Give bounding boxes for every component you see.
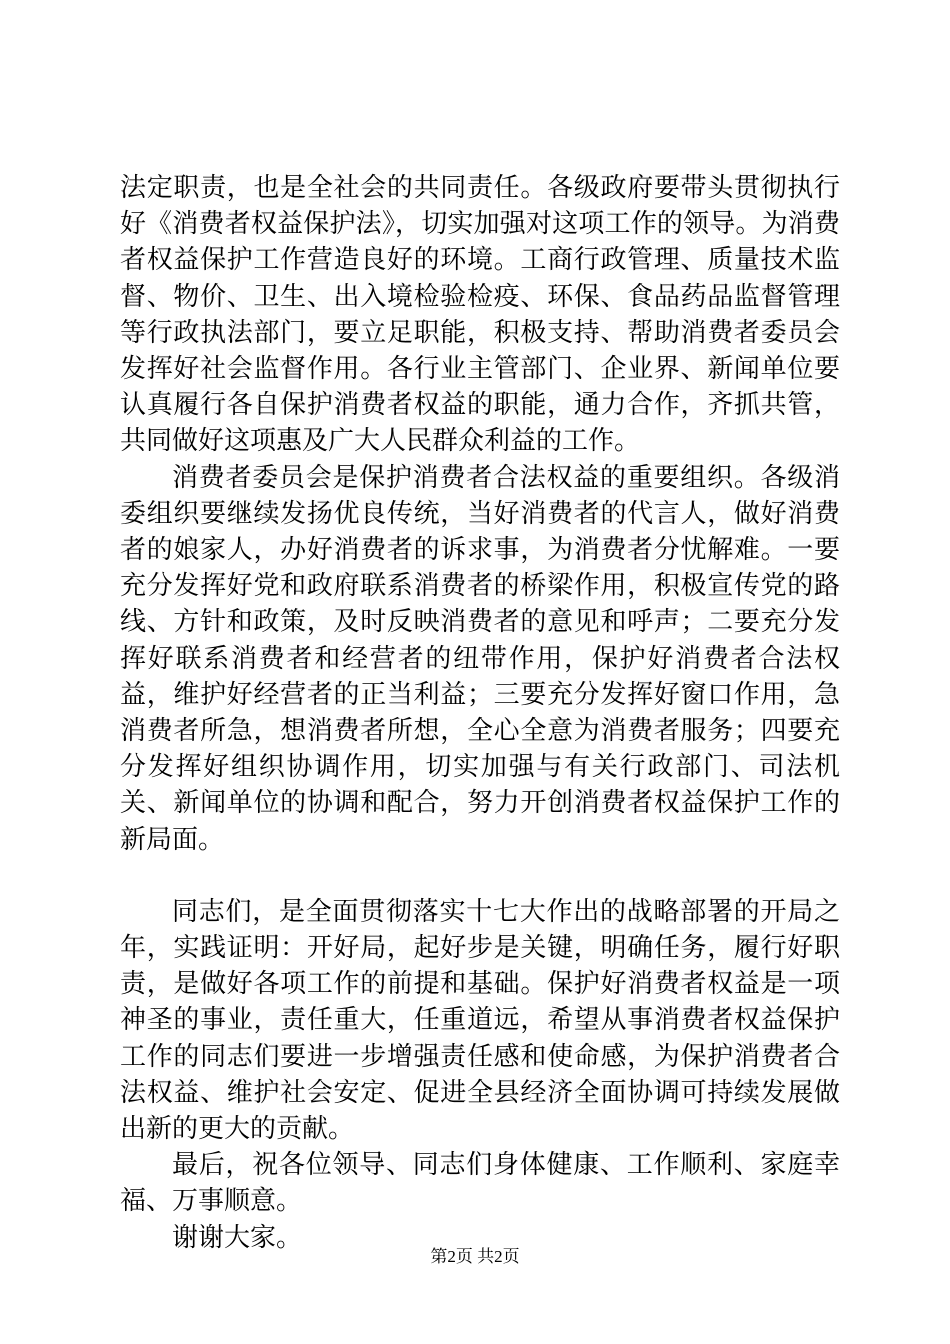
page-number-footer: 第2页 共2页 (430, 1247, 520, 1266)
document-body (120, 170, 840, 1256)
paragraph-continuation: 法定职责，也是全社会的共同责任。各级政府要带头贯彻执行好《消费者权益保护法》，切实加强对这项工作的领导。为消费者权益保护工作营造良好的环境。工商行政管理、质量技术监督、物价、卫生、出入境检验检疫、环保、食品药品监督管理等行政执法部门，要立足职能，积极支持、帮助消费者委员会发挥好社会监督作用。各行业主管部门、企业界、新闻单位要认真履行各自保护消费者权益的职能，通力合作，齐抓共管，共同做好这项惠及广大人民群众利益的工作。 (120, 173, 840, 457)
paragraph-consumer-committee: 消费者委员会是保护消费者合法权益的重要组织。各级消委组织要继续发扬优良传统，当好消费者的代言人，做好消费者的娘家人，办好消费者的诉求事，为消费者分忧解难。一要充分发挥好党和政府联系消费者的桥梁作用，积极宣传党的路线、方针和政策，及时反映消费者的意见和呼声；二要充分发挥好联系消费者和经营者的纽带作用，保护好消费者合法权益，维护好经营者的正当利益；三要充分发挥好窗口作用，急消费者所急，想消费者所想，全心全意为消费者服务；四要充分发挥好组织协调作用，切实加强与有关行政部门、司法机关、新闻单位的协调和配合，努力开创消费者权益保护工作的新局面。 (120, 462, 840, 855)
paragraph-closing-wishes: 最后，祝各位领导、同志们身体健康、工作顺利、家庭幸福、万事顺意。 (120, 1150, 840, 1217)
paragraph-comrades: 同志们，是全面贯彻落实十七大作出的战略部署的开局之年，实践证明：开好局，起好步是关键，明确任务，履行好职责，是做好各项工作的前提和基础。保护好消费者权益是一项神圣的事业，责任重大，任重道远，希望从事消费者权益保护工作的同志们要进一步增强责任感和使命感，为保护消费者合法权益、维护社会安定、促进全县经济全面协调可持续发展做出新的更大的贡献。 (120, 896, 840, 1145)
paragraph-thanks: 谢谢大家。 (172, 1222, 303, 1253)
paragraph-spacer (120, 858, 840, 894)
